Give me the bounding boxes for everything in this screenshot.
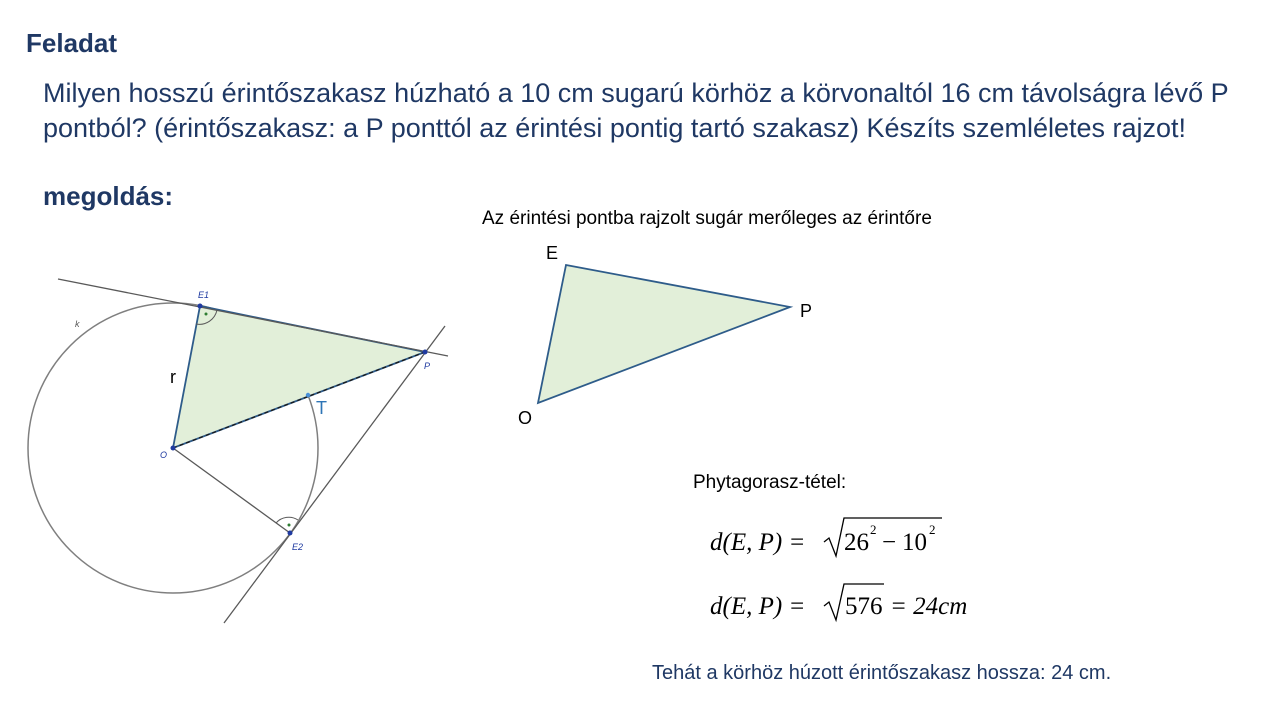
pythagoras-label: Phytagorasz-tétel: [693,472,847,493]
point-o [171,446,176,451]
label-p: P [800,301,813,321]
formula-2-radicand: 576 [845,593,883,620]
right-triangle [173,306,425,448]
label-r: r [170,367,176,387]
triangle-eop [538,265,790,403]
formula-2-rhs: = 24cm [890,593,968,620]
label-k: k [75,319,80,329]
label-e2: E2 [292,542,304,552]
formula-1-exp-a: 2 [870,522,877,537]
point-p [423,350,428,355]
label-t: T [316,398,327,418]
triangle-figure [500,230,830,440]
formula-2-lhs: d(E, P) = [710,593,806,620]
formula-1 [706,512,966,567]
slide-title: Feladat [26,28,118,58]
label-p-small: P [424,361,431,371]
formula-1-b: 10 [902,529,927,556]
formula-1-a: 26 [844,529,869,556]
formula-1-exp-b: 2 [929,522,936,537]
label-e1: E1 [198,290,210,300]
problem-text: Milyen hosszú érintőszakasz húzható a 10 cm sugarú körhöz a körvonaltól 16 cm távolságra lévő P pontból? (érintőszakasz: a P ponttól az érintési pontig tartó szakasz) Készíts szemléletes rajzot! [43,78,1229,143]
formula-2 [706,580,986,635]
label-e: E [546,243,559,263]
point-e2 [288,531,293,536]
perpendicular-note: Az érintési pontba rajzolt sugár merőleges az érintőre [482,208,932,229]
formula-1-lhs: d(E, P) = [710,529,806,556]
construction-figure [0,260,470,640]
radius-oe2 [173,448,290,533]
label-o: O [518,408,533,428]
conclusion-text: Tehát a körhöz húzott érintőszakasz hossza: 24 cm. [652,662,1112,684]
right-angle-e2 [276,517,298,523]
formula-1-minus: − [882,529,897,556]
solution-label: megoldás: [43,181,174,211]
point-t [306,393,310,397]
point-e1 [198,304,203,309]
label-o-small: O [160,450,168,460]
